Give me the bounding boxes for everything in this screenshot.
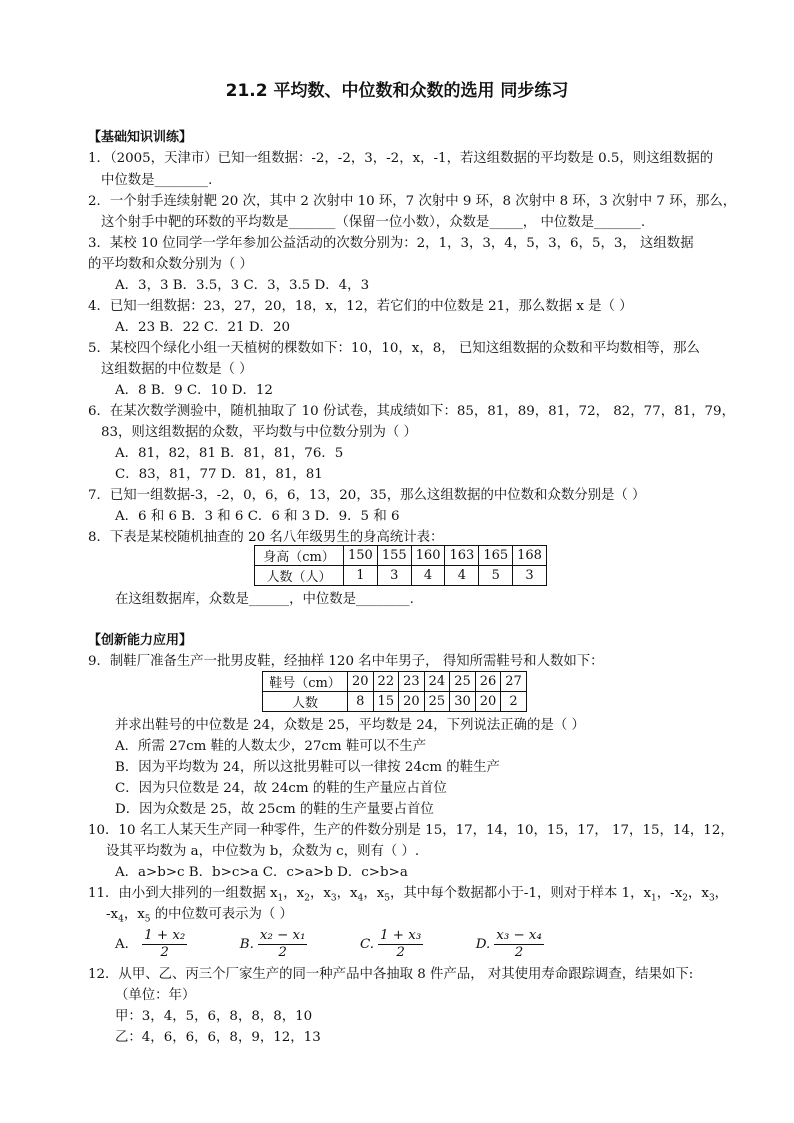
table-cell: 20 [348, 672, 374, 692]
table-cell: 25 [424, 692, 450, 712]
fraction-numerator: x₃ − x₄ [496, 928, 542, 943]
table-cell: 人数（人） [255, 566, 344, 586]
question-12-line-1: 12．从甲、乙、丙三个厂家生产的同一种产品中各抽取 8 件产品， 对其使用寿命跟踪调查，结果如下: [88, 967, 694, 982]
table-cell: 155 [377, 546, 411, 566]
question-9-option-c: C．因为只位数是 24，故 24cm 的鞋的生产量应占首位 [115, 781, 447, 796]
question-11-options [115, 928, 546, 962]
table-cell: 160 [411, 546, 445, 566]
question-4-options: A．23 B．22 C．21 D．20 [115, 320, 290, 335]
table-cell: 2 [501, 692, 527, 712]
table-row [255, 566, 547, 586]
option-d-label: D. [475, 937, 491, 952]
option-b-label: B. [239, 937, 254, 952]
question-12-unit: （单位：年） [115, 988, 196, 1003]
table-cell: 150 [344, 546, 378, 566]
question-2-line-1: 2．一个射手连续射靶 20 次，其中 2 次射中 10 环，7 次射中 9 环，8 次射中 8 环，3 次射中 7 环，那么， [88, 194, 737, 209]
question-11-text-b: ，其中每个数据都小于-1，则对于样本 1，x [390, 886, 652, 901]
question-9-option-b: B．因为平均数为 24，所以这批男鞋可以一律按 24cm 的鞋生产 [115, 760, 500, 775]
question-10-options: A．a>b>c B．b>c>a C．c>a>b D．c>b>a [115, 865, 408, 880]
table-cell: 27 [501, 672, 527, 692]
option-d-fraction [494, 928, 544, 961]
question-9-line-2: 并求出鞋号的中位数是 24，众数是 25，平均数是 24，下列说法正确的是（ ） [115, 718, 585, 733]
table-cell: 30 [450, 692, 476, 712]
question-8: 8．下表是某校随机抽查的 20 名八年级男生的身高统计表： [88, 530, 444, 545]
table-cell: 26 [475, 672, 501, 692]
question-5-line-2: 这组数据的中位数是（ ） [101, 362, 253, 377]
table-cell: 5 [479, 566, 513, 586]
section-advanced-heading: 【创新能力应用】 [88, 633, 193, 648]
table-cell: 20 [399, 692, 425, 712]
question-6-options-ab: A．81，82，81 B．81，81，76．5 [115, 446, 344, 461]
fraction-denominator: 2 [514, 945, 524, 960]
table-cell: 25 [450, 672, 476, 692]
option-a-fraction [142, 928, 187, 961]
fraction-denominator: 2 [278, 945, 287, 960]
table-cell: 163 [445, 546, 479, 566]
shoe-size-table [262, 671, 527, 712]
option-b-fraction [258, 928, 308, 961]
table-cell: 20 [475, 692, 501, 712]
question-6-line-2: 83，则这组数据的众数，平均数与中位数分别为（ ） [101, 425, 417, 440]
question-11-text-a: 11．由小到大排列的一组数据 x [88, 886, 278, 901]
height-table [254, 545, 547, 586]
question-1-line-1: 1．（2005，天津市）已知一组数据：-2，-2，3，-2，x，-1，若这组数据的平均数是 0.5，则这组数据的 [88, 151, 714, 166]
option-c-label: C. [360, 937, 375, 952]
table-cell: 165 [479, 546, 513, 566]
question-12-yi: 乙：4，6，6，6，8，9，12，13 [115, 1030, 321, 1045]
fraction-numerator: x₂ − x₁ [259, 928, 306, 943]
question-3-line-1: 3．某校 10 位同学一学年参加公益活动的次数分别为：2，1，3，3，4，5，3，6，5，3， 这组数据 [88, 236, 694, 251]
table-cell: 身高（cm） [255, 546, 344, 566]
section-basic-heading: 【基础知识训练】 [88, 130, 193, 145]
question-11-line-2: $-x_4$，$x_5$ 的中位数可表示为（ ） [106, 907, 293, 925]
question-10-line-1: 10．10 名工人某天生产同一种零件，生产的件数分别是 15，17，14，10，15，17， 17，15，14，12， [88, 823, 734, 838]
question-9-option-d: D．因为众数是 25，故 25cm 的鞋的生产量要占首位 [115, 802, 434, 817]
table-cell: 24 [424, 672, 450, 692]
fraction-denominator: 2 [160, 945, 169, 960]
table-row [263, 692, 527, 712]
question-4: 4．已知一组数据：23，27，20，18，x，12，若它们的中位数是 21，那么数据 x 是（ ） [88, 299, 633, 314]
question-2-line-2: 这个射手中靶的环数的平均数是_______（保留一位小数），众数是_____， 中位数是_______. [101, 215, 646, 230]
table-cell: 4 [445, 566, 479, 586]
table-cell: 3 [513, 566, 547, 586]
question-3-options: A．3，3 B．3.5，3 C．3，3.5 D．4，3 [115, 278, 370, 293]
question-1-line-2: 中位数是________. [101, 173, 213, 188]
table-cell: 23 [399, 672, 425, 692]
question-11-line-1: 11．由小到大排列的一组数据 $x_1$，$x_2$，$x_3$，$x_4$，$x_5$，其中每个数据都小于-1，则对于样本 1，$x_1$，$-x_2$，$x_3$， [88, 886, 729, 904]
fraction-denominator: 2 [396, 945, 405, 960]
question-8-answer: 在这组数据库，众数是______，中位数是________. [115, 592, 414, 607]
option-a-label: A． [115, 937, 139, 952]
table-row [263, 672, 527, 692]
fraction-numerator: 1 + x₃ [380, 928, 422, 943]
table-cell: 人数 [263, 692, 348, 712]
question-11-text-c: 的中位数可表示为（ ） [154, 907, 293, 922]
question-12-jia: 甲：3，4，5，6，8，8，8，10 [115, 1009, 313, 1024]
question-3-line-2: 的平均数和众数分别为（ ） [88, 257, 253, 272]
option-c-fraction [378, 928, 423, 961]
page-title: 21.2 平均数、中位数和众数的选用 同步练习 [225, 81, 569, 101]
table-cell: 8 [348, 692, 374, 712]
question-10-line-2: 设其平均数为 a，中位数为 b，众数为 c，则有（ ）. [106, 844, 420, 859]
question-7-options: A．6 和 6 B．3 和 6 C．6 和 3 D．9．5 和 6 [115, 509, 400, 524]
question-7: 7．已知一组数据-3，-2，0，6，6，13，20，35，那么这组数据的中位数和众数分别是（ ） [88, 488, 646, 503]
table-cell: 鞋号（cm） [263, 672, 348, 692]
table-row [255, 546, 547, 566]
question-9-option-a: A．所需 27cm 鞋的人数太少，27cm 鞋可以不生产 [115, 739, 427, 754]
table-cell: 168 [513, 546, 547, 566]
question-5-line-1: 5．某校四个绿化小组一天植树的棵数如下：10，10，x，8， 已知这组数据的众数和平均数相等，那么 [88, 341, 700, 356]
question-6-options-cd: C．83，81，77 D．81，81，81 [115, 467, 323, 482]
table-cell: 4 [411, 566, 445, 586]
fraction-numerator: 1 + x₂ [144, 928, 186, 943]
table-cell: 22 [373, 672, 399, 692]
question-9: 9．制鞋厂准备生产一批男皮鞋，经抽样 120 名中年男子， 得知所需鞋号和人数如下： [88, 654, 604, 669]
table-cell: 15 [373, 692, 399, 712]
table-cell: 3 [377, 566, 411, 586]
table-cell: 1 [344, 566, 378, 586]
question-5-options: A．8 B．9 C．10 D．12 [115, 383, 273, 398]
question-6-line-1: 6．在某次数学测验中，随机抽取了 10 份试卷，其成绩如下：85，81，89，81，72， 82，77，81，79， [88, 404, 735, 419]
